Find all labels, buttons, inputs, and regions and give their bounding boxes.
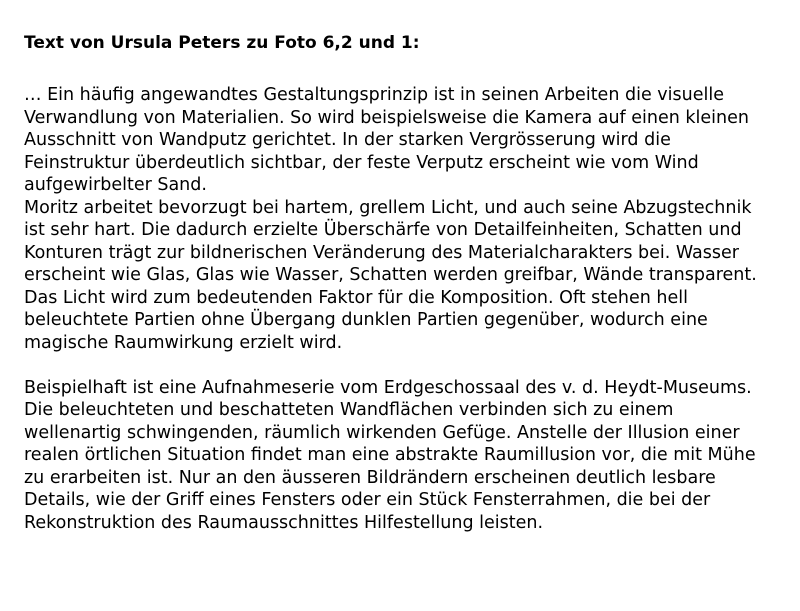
text-line: zu erarbeiten ist. Nur an den äusseren Bildrändern erscheinen deutlich lesbare [24,467,716,488]
document-title: Text von Ursula Peters zu Foto 6,2 und 1: [24,33,420,53]
text-line: … Ein häufig angewandtes Gestaltungsprinzip ist in seinen Arbeiten die visuelle [24,85,724,105]
paragraph-3 [24,377,794,535]
text-line: Das Licht wird zum bedeutenden Faktor für die Komposition. Oft stehen hell [24,287,688,308]
text-line: Moritz arbeitet bevorzugt bei hartem, grellem Licht, und auch seine Abzugstechnik [24,197,752,218]
text-line: ist sehr hart. Die dadurch erzielte Überschärfe von Detailfeinheiten, Schatten und [24,220,742,240]
text-line: aufgewirbelter Sand. [24,175,207,195]
paragraph-spacer [24,354,794,377]
text-line: Die beleuchteten und beschatteten Wandflächen verbinden sich zu einem [24,400,674,420]
text-line: erscheint wie Glas, Glas wie Wasser, Schatten werden greifbar, Wände transparent. [24,265,757,285]
text-line: Feinstruktur überdeutlich sichtbar, der feste Verputz erscheint wie vom Wind [24,152,699,173]
text-line: magische Raumwirkung erzielt wird. [24,332,343,353]
text-line: Konturen trägt zur bildnerischen Veränderung des Materialcharakters bei. Wasser [24,242,739,263]
text-line: Beispielhaft ist eine Aufnahmeserie vom Erdgeschossaal des v. d. Heydt-Museums. [24,377,752,398]
text-line: beleuchtete Partien ohne Übergang dunklen Partien gegenüber, wodurch eine [24,310,708,330]
paragraph-2 [24,197,794,355]
text-line: wellenartig schwingenden, räumlich wirkenden Gefüge. Anstelle der Illusion einer [24,422,740,443]
text-line: Details, wie der Griff eines Fensters oder ein Stück Fensterrahmen, die bei der [24,490,711,510]
text-line: Ausschnitt von Wandputz gerichtet. In der starken Vergrösserung wird die [24,130,671,150]
text-line: Rekonstruktion des Raumausschnittes Hilfestellung leisten. [24,512,544,533]
paragraph-1 [24,84,794,197]
document-body [24,32,794,534]
text-line: Verwandlung von Materialien. So wird beispielsweise die Kamera auf einen kleinen [24,107,749,128]
text-line: realen örtlichen Situation findet man eine abstrakte Raumillusion vor, die mit Mühe [24,445,756,465]
